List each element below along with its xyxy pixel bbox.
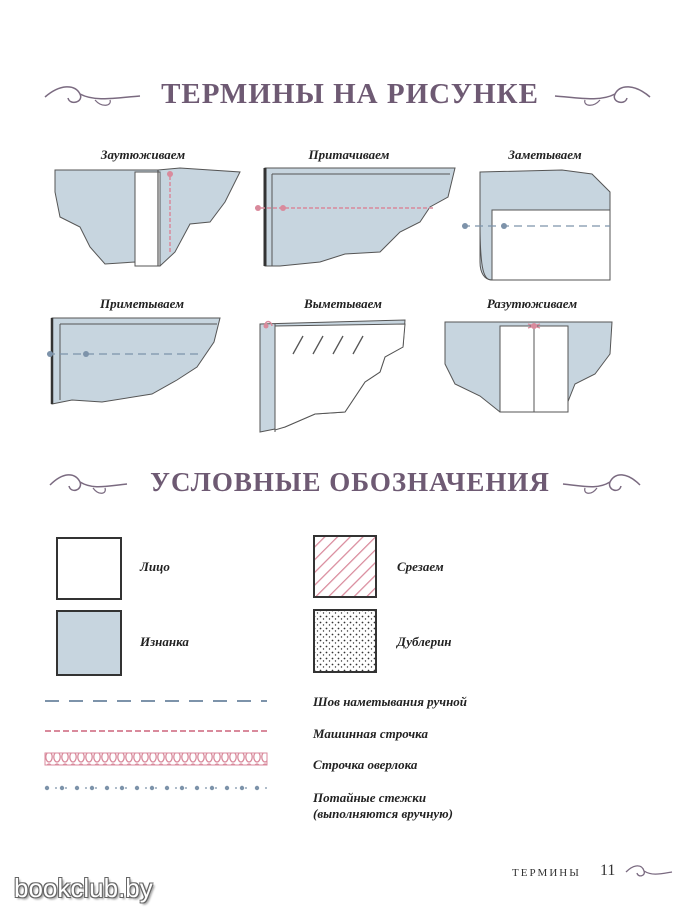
legend-label-blind-stitch-1: Потайные стежки <box>313 790 427 805</box>
term-label-1: Заутюживаем <box>100 147 186 162</box>
legend-label-cut: Срезаем <box>397 559 444 574</box>
page-number: 11 <box>600 862 616 879</box>
footer-section-name: ТЕРМИНЫ <box>512 867 581 879</box>
line-blind-stitch <box>45 782 270 794</box>
swatch-reverse <box>56 610 122 676</box>
term-label-2: Притачиваем <box>308 147 390 162</box>
legend-label-reverse: Изнанка <box>140 634 189 649</box>
line-overlock <box>45 751 270 767</box>
term-label-6: Разутюживаем <box>486 296 578 311</box>
illustration-press-fold <box>50 162 250 272</box>
swatch-interlining <box>313 609 377 673</box>
section-heading-terms-text: ТЕРМИНЫ НА РИСУНКЕ <box>161 78 539 110</box>
section-heading-legend <box>0 467 700 498</box>
legend-label-interlining: Дублерин <box>397 634 452 649</box>
illustration-tack <box>42 312 232 412</box>
legend-label-overlock: Строчка оверлока <box>313 757 418 772</box>
illustration-baste-fold <box>462 162 622 282</box>
section-heading-legend-text: УСЛОВНЫЕ ОБОЗНАЧЕНИЯ <box>150 467 550 497</box>
term-label-4: Приметываем <box>99 296 185 311</box>
legend-label-machine-stitch: Машинная строчка <box>313 726 428 741</box>
illustration-attach-seam <box>250 162 460 272</box>
legend-label-blind-stitch-2: (выполняются вручную) <box>313 806 454 821</box>
illustration-baste-out <box>255 312 415 437</box>
illustration-press-open <box>440 314 620 414</box>
swatch-cut <box>313 535 377 598</box>
swatch-face <box>56 537 122 600</box>
legend-label-face: Лицо <box>140 559 170 574</box>
line-machine-stitch <box>45 726 270 736</box>
legend-label-hand-basting: Шов наметывания ручной <box>313 694 468 709</box>
watermark: bookclub.by <box>14 873 153 903</box>
term-label-5: Выметываем <box>304 296 382 311</box>
term-label-3: Заметываем <box>508 147 582 162</box>
line-hand-basting <box>45 696 270 706</box>
footer-flourish-icon <box>624 862 674 882</box>
section-heading-terms <box>0 78 700 111</box>
